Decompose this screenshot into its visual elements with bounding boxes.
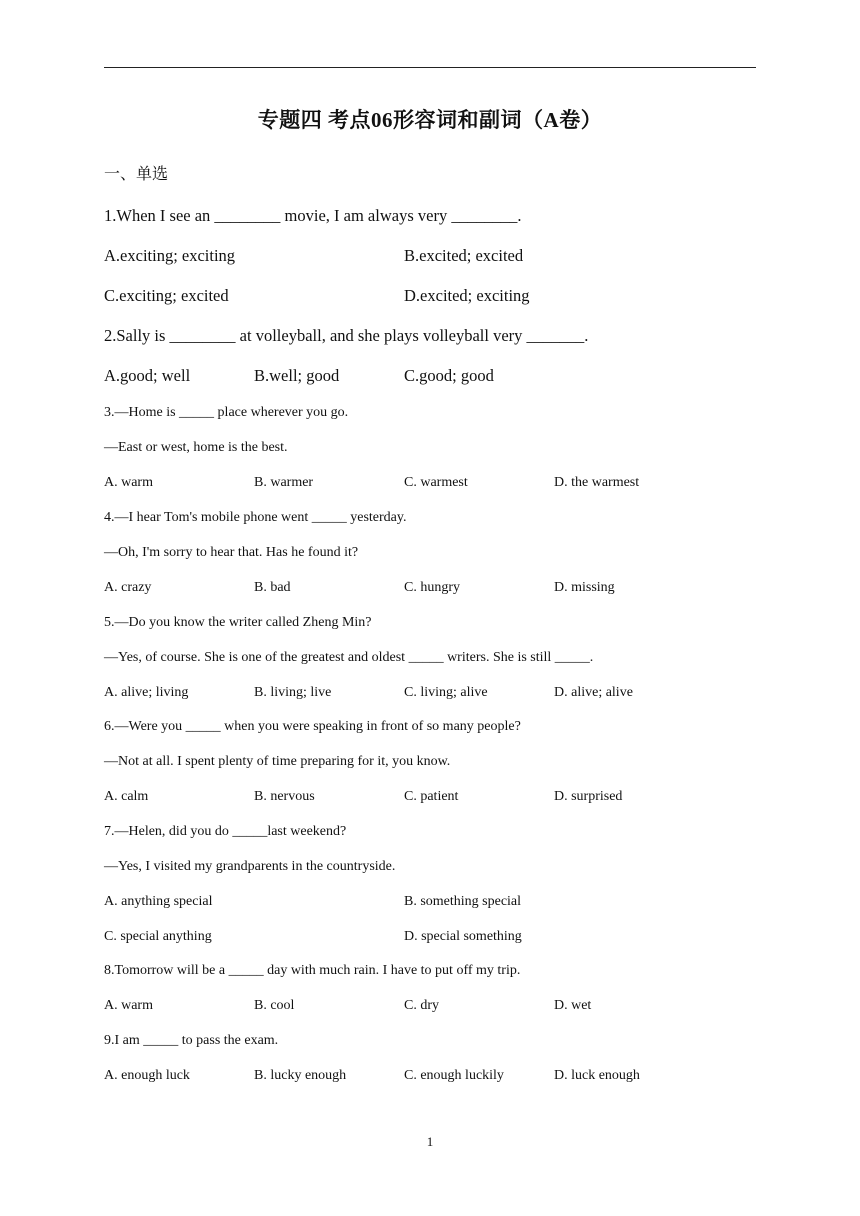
- question-8-option-b: B. cool: [254, 998, 295, 1013]
- question-6-reply: —Not at all. I spent plenty of time preparing for it, you know.: [104, 754, 451, 769]
- question-4-option-b: B. bad: [254, 580, 291, 595]
- question-6-stem: 6.—Were you _____ when you were speaking in front of so many people?: [104, 719, 521, 734]
- question-5-stem: 5.—Do you know the writer called Zheng Min?: [104, 615, 372, 630]
- question-2-stem: 2.Sally is ________ at volleyball, and she plays volleyball very _______.: [104, 326, 589, 345]
- question-8-option-a: A. warm: [104, 998, 153, 1013]
- question-9-stem: 9.I am _____ to pass the exam.: [104, 1033, 279, 1048]
- question-1-stem: 1.When I see an ________ movie, I am always very ________.: [104, 206, 522, 225]
- question-3-option-c: C. warmest: [404, 475, 468, 490]
- page-number: 1: [426, 1134, 434, 1149]
- question-3-option-d: D. the warmest: [554, 475, 640, 490]
- question-1-option-b: B.excited; excited: [404, 246, 524, 265]
- header-rule: [104, 67, 756, 68]
- question-7-reply: —Yes, I visited my grandparents in the countryside.: [104, 859, 396, 874]
- question-7-option-c: C. special anything: [104, 929, 212, 944]
- question-7-option-d: D. special something: [404, 929, 522, 944]
- question-6-option-a: A. calm: [104, 789, 149, 804]
- question-3-option-b: B. warmer: [254, 475, 314, 490]
- question-1-option-a: A.exciting; exciting: [104, 246, 236, 265]
- question-3-stem: 3.—Home is _____ place wherever you go.: [104, 405, 349, 420]
- section-heading: 一、单选: [104, 164, 169, 183]
- question-7-option-b: B. something special: [404, 894, 522, 909]
- question-5-option-a: A. alive; living: [104, 685, 189, 700]
- question-1-option-d: D.excited; exciting: [404, 286, 530, 305]
- question-5-option-c: C. living; alive: [404, 685, 488, 700]
- question-7-stem: 7.—Helen, did you do _____last weekend?: [104, 824, 347, 839]
- question-1-option-c: C.exciting; excited: [104, 286, 229, 305]
- question-6-option-b: B. nervous: [254, 789, 315, 804]
- question-8-option-c: C. dry: [404, 998, 439, 1013]
- question-3-reply: —East or west, home is the best.: [104, 440, 288, 455]
- question-4-option-d: D. missing: [554, 580, 615, 595]
- question-4-reply: —Oh, I'm sorry to hear that. Has he found it?: [104, 545, 359, 560]
- question-2-option-c: C.good; good: [404, 366, 494, 385]
- question-5-option-b: B. living; live: [254, 685, 332, 700]
- question-9-option-d: D. luck enough: [554, 1068, 640, 1083]
- question-9-option-a: A. enough luck: [104, 1068, 190, 1083]
- question-2-option-b: B.well; good: [254, 366, 340, 385]
- question-9-option-c: C. enough luckily: [404, 1068, 504, 1083]
- question-6-option-d: D. surprised: [554, 789, 623, 804]
- question-4-stem: 4.—I hear Tom's mobile phone went _____ yesterday.: [104, 510, 407, 525]
- question-5-option-d: D. alive; alive: [554, 685, 633, 700]
- page-title: 专题四 考点06形容词和副词（A卷）: [257, 108, 603, 132]
- question-7-option-a: A. anything special: [104, 894, 213, 909]
- question-8-option-d: D. wet: [554, 998, 592, 1013]
- question-6-option-c: C. patient: [404, 789, 459, 804]
- question-8-stem: 8.Tomorrow will be a _____ day with much rain. I have to put off my trip.: [104, 963, 521, 978]
- question-4-option-c: C. hungry: [404, 580, 460, 595]
- question-9-option-b: B. lucky enough: [254, 1068, 347, 1083]
- question-4-option-a: A. crazy: [104, 580, 152, 595]
- question-3-option-a: A. warm: [104, 475, 153, 490]
- question-2-option-a: A.good; well: [104, 366, 191, 385]
- question-5-reply: —Yes, of course. She is one of the greatest and oldest _____ writers. She is still _____.: [104, 650, 594, 665]
